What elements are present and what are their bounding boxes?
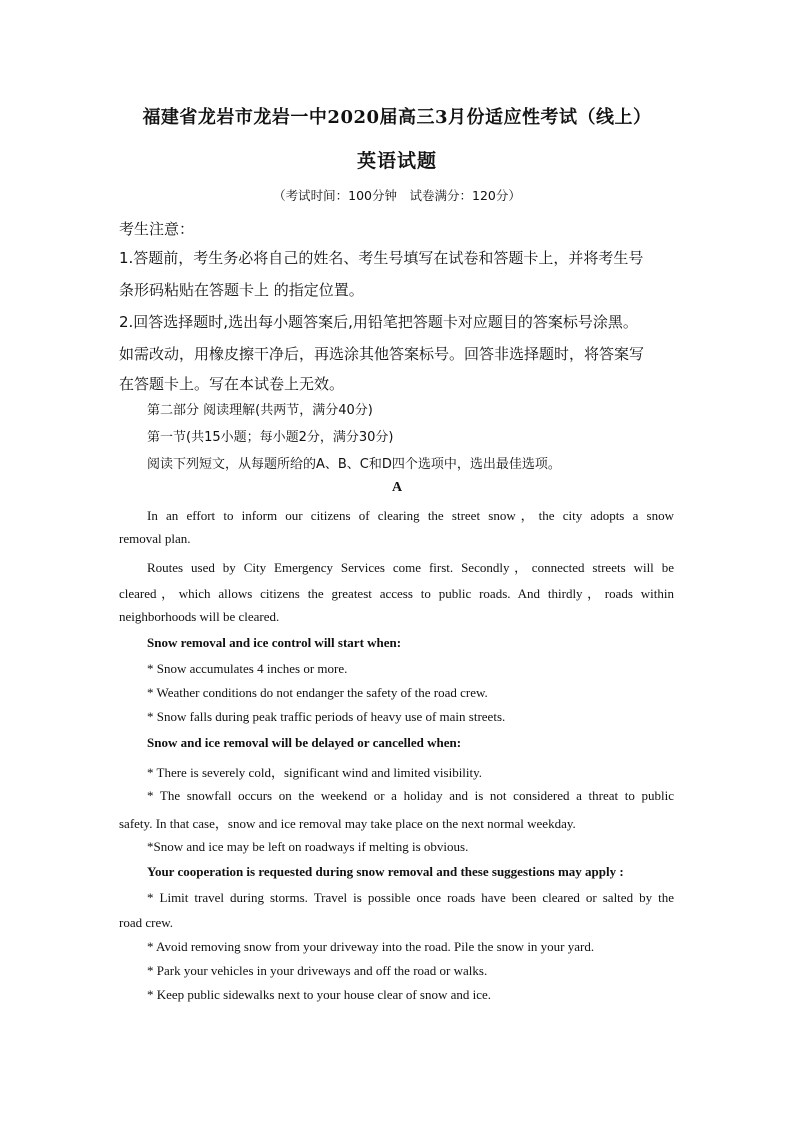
exam-meta: （考试时间：100分钟 试卷满分：120分） (273, 188, 521, 203)
list-item-line2: road crew. (119, 915, 174, 930)
notice-item2-line1: 2.回答选择题时,选出每小题答案后,用铅笔把答题卡对应题目的答案标号涂黑。 (119, 313, 638, 331)
list-item-line1: * Limit travel during storms. Travel is possible once roads have been cleared or salted by the (147, 890, 674, 905)
list-item: * Avoid removing snow from your driveway into the road. Pile the snow in your yard. (147, 939, 595, 954)
heading-cooperation: Your cooperation is requested during snow removal and these suggestions may apply : (147, 864, 624, 879)
exam-title: 福建省龙岩市龙岩一中2020届高三3月份适应性考试（线上） (142, 107, 652, 128)
list-item: * Snow accumulates 4 inches or more. (147, 661, 348, 676)
list-item-line1: * The snowfall occurs on the weekend or a holiday and is not considered a threat to public (147, 788, 674, 803)
heading-delayed-when: Snow and ice removal will be delayed or cancelled when: (147, 735, 462, 750)
passage-letter: A (391, 480, 403, 495)
list-item: * Snow falls during peak traffic periods of heavy use of main streets. (147, 709, 506, 724)
notice-label: 考生注意： (119, 220, 195, 238)
list-item: * Park your vehicles in your driveways and off the road or walks. (147, 963, 488, 978)
paragraph-2-line1: Routes used by City Emergency Services come first. Secondly，connected streets will be (147, 560, 674, 575)
list-item: * Weather conditions do not endanger the safety of the road crew. (147, 685, 488, 700)
notice-item2-line3: 在答题卡上。写在本试卷上无效。 (119, 375, 345, 393)
notice-item1-line1: 1.答题前，考生务必将自己的姓名、考生号填写在试卷和答题卡上，并将考生号 (119, 249, 644, 267)
heading-start-when: Snow removal and ice control will start when: (147, 635, 402, 650)
paragraph-2-line2: cleared，which allows citizens the greatest access to public roads. And thirdly，roads within (119, 586, 674, 601)
instruction: 阅读下列短文，从每题所给的A、B、C和D四个选项中，选出最佳选项。 (147, 457, 561, 472)
paragraph-1-line2: removal plan. (119, 531, 191, 546)
list-item: * Keep public sidewalks next to your house clear of snow and ice. (147, 987, 492, 1002)
exam-subtitle: 英语试题 (356, 150, 437, 172)
notice-item2-line2: 如需改动，用橡皮擦干净后，再选涂其他答案标号。回答非选择题时，将答案写 (119, 345, 645, 363)
paragraph-1-line1: In an effort to inform our citizens of clearing the street snow，the city adopts a snow (147, 508, 674, 523)
list-item-line2: safety. In that case，snow and ice removal may take place on the next normal weekday. (119, 816, 576, 831)
list-item: *Snow and ice may be left on roadways if melting is obvious. (147, 839, 469, 854)
section-title: 第一节(共15小题；每小题2分，满分30分) (147, 430, 394, 445)
part-title: 第二部分 阅读理解(共两节，满分40分) (147, 403, 373, 418)
list-item: * There is severely cold，significant wind and limited visibility. (147, 765, 483, 780)
paragraph-2-line3: neighborhoods will be cleared. (119, 609, 280, 624)
notice-item1-line2: 条形码粘贴在答题卡上 的指定位置。 (119, 281, 364, 299)
